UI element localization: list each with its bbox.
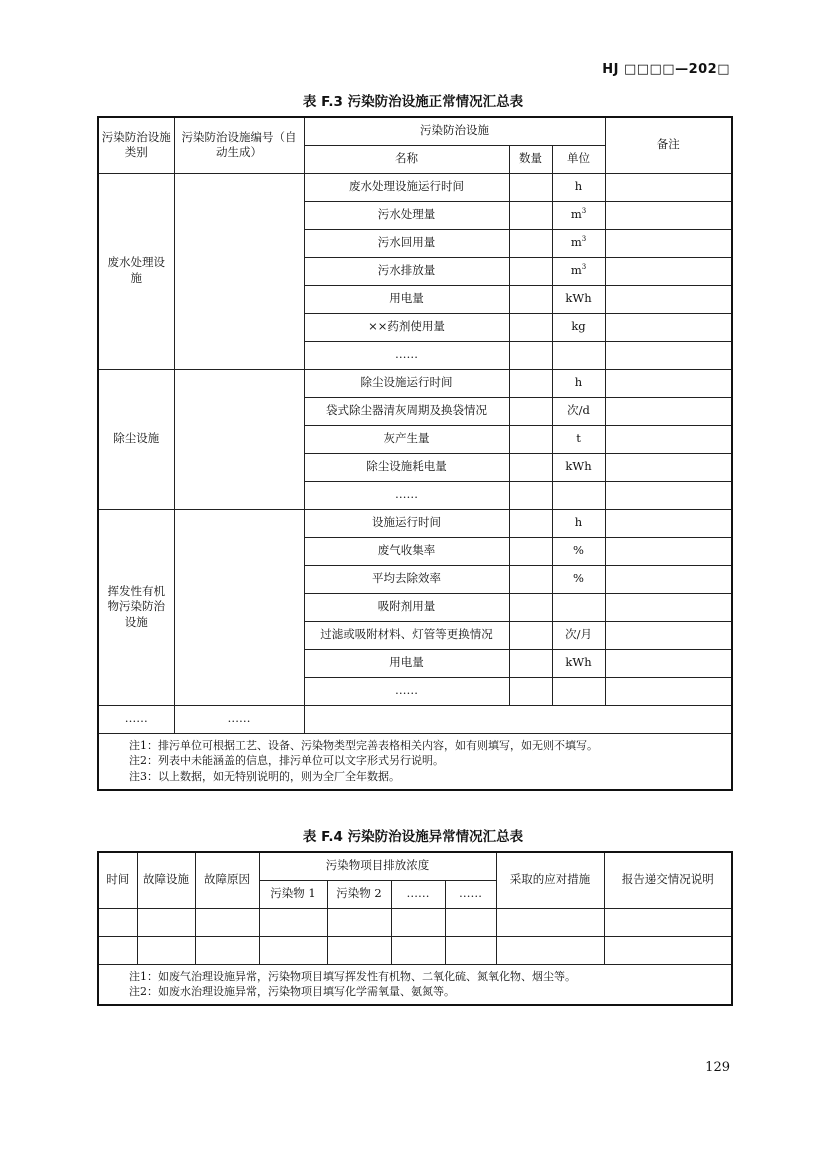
table-f3-title: 表 F.3 污染防治设施正常情况汇总表 bbox=[302, 94, 524, 110]
unit-cell: 次/d bbox=[552, 397, 605, 425]
quantity-cell bbox=[509, 313, 552, 341]
empty-cell bbox=[496, 936, 604, 964]
unit-cell: kWh bbox=[552, 453, 605, 481]
header-time: 时间 bbox=[98, 852, 137, 908]
quantity-cell bbox=[509, 593, 552, 621]
unit-cell: $m^3$ bbox=[552, 201, 605, 229]
remarks-cell bbox=[605, 509, 732, 537]
table-f3 bbox=[97, 116, 733, 791]
unit-cell: % bbox=[552, 537, 605, 565]
quantity-cell bbox=[509, 621, 552, 649]
header-facility-group: 污染防治设施 bbox=[304, 117, 605, 145]
table-f3-body bbox=[98, 173, 732, 705]
code-cell bbox=[174, 369, 304, 509]
table-f3-notes bbox=[98, 733, 732, 790]
table-f4-notes bbox=[98, 964, 732, 1005]
ellipsis-category: …… bbox=[98, 705, 174, 733]
quantity-cell bbox=[509, 285, 552, 313]
quantity-cell bbox=[509, 677, 552, 705]
empty-cell bbox=[604, 908, 732, 936]
remarks-cell bbox=[605, 369, 732, 397]
unit-cell: t bbox=[552, 425, 605, 453]
header-pollutant-1: 污染物 1 bbox=[259, 880, 327, 908]
name-cell: 灰产生量 bbox=[304, 425, 509, 453]
name-cell: 袋式除尘器清灰周期及换袋情况 bbox=[304, 397, 509, 425]
unit-cell: h bbox=[552, 369, 605, 397]
header-pollutant-2: 污染物 2 bbox=[327, 880, 391, 908]
name-cell: …… bbox=[304, 677, 509, 705]
name-cell: 过滤或吸附材料、灯管等更换情况 bbox=[304, 621, 509, 649]
quantity-cell bbox=[509, 425, 552, 453]
unit-cell: kg bbox=[552, 313, 605, 341]
empty-cell bbox=[98, 936, 137, 964]
table-f4-body bbox=[98, 908, 732, 964]
name-cell: ××药剂使用量 bbox=[304, 313, 509, 341]
table-row bbox=[98, 908, 732, 936]
header-concentration-group: 污染物项目排放浓度 bbox=[259, 852, 496, 880]
remarks-cell bbox=[605, 453, 732, 481]
name-cell: 污水回用量 bbox=[304, 229, 509, 257]
note-line: 注2：如废水治理设施异常，污染物项目填写化学需氧量、氨氮等。 bbox=[129, 985, 455, 999]
unit-cell: kWh bbox=[552, 649, 605, 677]
unit-cell bbox=[552, 341, 605, 369]
name-cell: 废气收集率 bbox=[304, 537, 509, 565]
name-cell: …… bbox=[304, 341, 509, 369]
code-cell bbox=[174, 509, 304, 705]
empty-cell bbox=[327, 936, 391, 964]
empty-cell bbox=[259, 936, 327, 964]
empty-cell bbox=[137, 908, 195, 936]
quantity-cell bbox=[509, 453, 552, 481]
name-cell: 吸附剂用量 bbox=[304, 593, 509, 621]
quantity-cell bbox=[509, 481, 552, 509]
unit-cell bbox=[552, 593, 605, 621]
quantity-cell bbox=[509, 369, 552, 397]
unit-cell: h bbox=[552, 173, 605, 201]
header-category: 污染防治设施类别 bbox=[98, 117, 174, 173]
empty-cell bbox=[391, 908, 445, 936]
quantity-cell bbox=[509, 565, 552, 593]
unit-cell bbox=[552, 481, 605, 509]
note-line: 注2：列表中未能涵盖的信息，排污单位可以文字形式另行说明。 bbox=[129, 754, 444, 768]
header-code: 污染防治设施编号（自动生成） bbox=[174, 117, 304, 173]
remarks-cell bbox=[605, 229, 732, 257]
quantity-cell bbox=[509, 173, 552, 201]
table-f4-title: 表 F.4 污染防治设施异常情况汇总表 bbox=[302, 829, 524, 845]
header-quantity: 数量 bbox=[509, 145, 552, 173]
table-f4 bbox=[97, 851, 733, 1006]
name-cell: 污水排放量 bbox=[304, 257, 509, 285]
note-line: 注3：以上数据，如无特别说明的，则为全厂全年数据。 bbox=[129, 770, 400, 784]
remarks-cell bbox=[605, 649, 732, 677]
header-name: 名称 bbox=[304, 145, 509, 173]
quantity-cell bbox=[509, 509, 552, 537]
remarks-cell bbox=[605, 565, 732, 593]
header-report: 报告递交情况说明 bbox=[604, 852, 732, 908]
table-row bbox=[98, 173, 732, 201]
header-fault-cause: 故障原因 bbox=[195, 852, 259, 908]
empty-cell bbox=[496, 908, 604, 936]
quantity-cell bbox=[509, 201, 552, 229]
note-line: 注1：排污单位可根据工艺、设备、污染物类型完善表格相关内容，如有则填写，如无则不填写。 bbox=[129, 738, 598, 752]
header-pollutant-more: …… bbox=[391, 880, 445, 908]
unit-cell bbox=[552, 677, 605, 705]
table-row bbox=[98, 936, 732, 964]
remarks-cell bbox=[605, 285, 732, 313]
note-line: 注1：如废气治理设施异常，污染物项目填写挥发性有机物、二氧化硫、氮氧化物、烟尘等。 bbox=[129, 969, 576, 983]
empty-cell bbox=[195, 936, 259, 964]
name-cell: 废水处理设施运行时间 bbox=[304, 173, 509, 201]
unit-cell: kWh bbox=[552, 285, 605, 313]
code-cell bbox=[174, 173, 304, 369]
empty-cell bbox=[327, 908, 391, 936]
quantity-cell bbox=[509, 341, 552, 369]
header-faulty-facility: 故障设施 bbox=[137, 852, 195, 908]
page-number: 129 bbox=[705, 1060, 730, 1075]
quantity-cell bbox=[509, 397, 552, 425]
empty-cell bbox=[445, 936, 496, 964]
category-cell: 挥发性有机物污染防治设施 bbox=[98, 509, 174, 705]
category-cell: 废水处理设施 bbox=[98, 173, 174, 369]
header-unit: 单位 bbox=[552, 145, 605, 173]
ellipsis-rest bbox=[304, 705, 732, 733]
quantity-cell bbox=[509, 229, 552, 257]
name-cell: 污水处理量 bbox=[304, 201, 509, 229]
header-pollutant-more: …… bbox=[445, 880, 496, 908]
name-cell: 用电量 bbox=[304, 285, 509, 313]
remarks-cell bbox=[605, 173, 732, 201]
remarks-cell bbox=[605, 621, 732, 649]
name-cell: 用电量 bbox=[304, 649, 509, 677]
quantity-cell bbox=[509, 649, 552, 677]
ellipsis-code: …… bbox=[174, 705, 304, 733]
unit-cell: 次/月 bbox=[552, 621, 605, 649]
empty-cell bbox=[98, 908, 137, 936]
table-row bbox=[98, 369, 732, 397]
name-cell: 除尘设施耗电量 bbox=[304, 453, 509, 481]
empty-cell bbox=[445, 908, 496, 936]
name-cell: …… bbox=[304, 481, 509, 509]
remarks-cell bbox=[605, 313, 732, 341]
remarks-cell bbox=[605, 257, 732, 285]
header-remarks: 备注 bbox=[605, 117, 732, 173]
remarks-cell bbox=[605, 341, 732, 369]
remarks-cell bbox=[605, 201, 732, 229]
quantity-cell bbox=[509, 257, 552, 285]
header-measures: 采取的应对措施 bbox=[496, 852, 604, 908]
remarks-cell bbox=[605, 481, 732, 509]
unit-cell: $m^3$ bbox=[552, 257, 605, 285]
quantity-cell bbox=[509, 537, 552, 565]
remarks-cell bbox=[605, 593, 732, 621]
document-code: HJ □□□□—202□ bbox=[602, 62, 730, 77]
category-cell: 除尘设施 bbox=[98, 369, 174, 509]
table-row bbox=[98, 509, 732, 537]
unit-cell: h bbox=[552, 509, 605, 537]
unit-cell: $m^3$ bbox=[552, 229, 605, 257]
unit-cell: % bbox=[552, 565, 605, 593]
name-cell: 设施运行时间 bbox=[304, 509, 509, 537]
remarks-cell bbox=[605, 425, 732, 453]
empty-cell bbox=[195, 908, 259, 936]
remarks-cell bbox=[605, 537, 732, 565]
empty-cell bbox=[391, 936, 445, 964]
empty-cell bbox=[137, 936, 195, 964]
name-cell: 除尘设施运行时间 bbox=[304, 369, 509, 397]
name-cell: 平均去除效率 bbox=[304, 565, 509, 593]
remarks-cell bbox=[605, 677, 732, 705]
empty-cell bbox=[259, 908, 327, 936]
remarks-cell bbox=[605, 397, 732, 425]
empty-cell bbox=[604, 936, 732, 964]
